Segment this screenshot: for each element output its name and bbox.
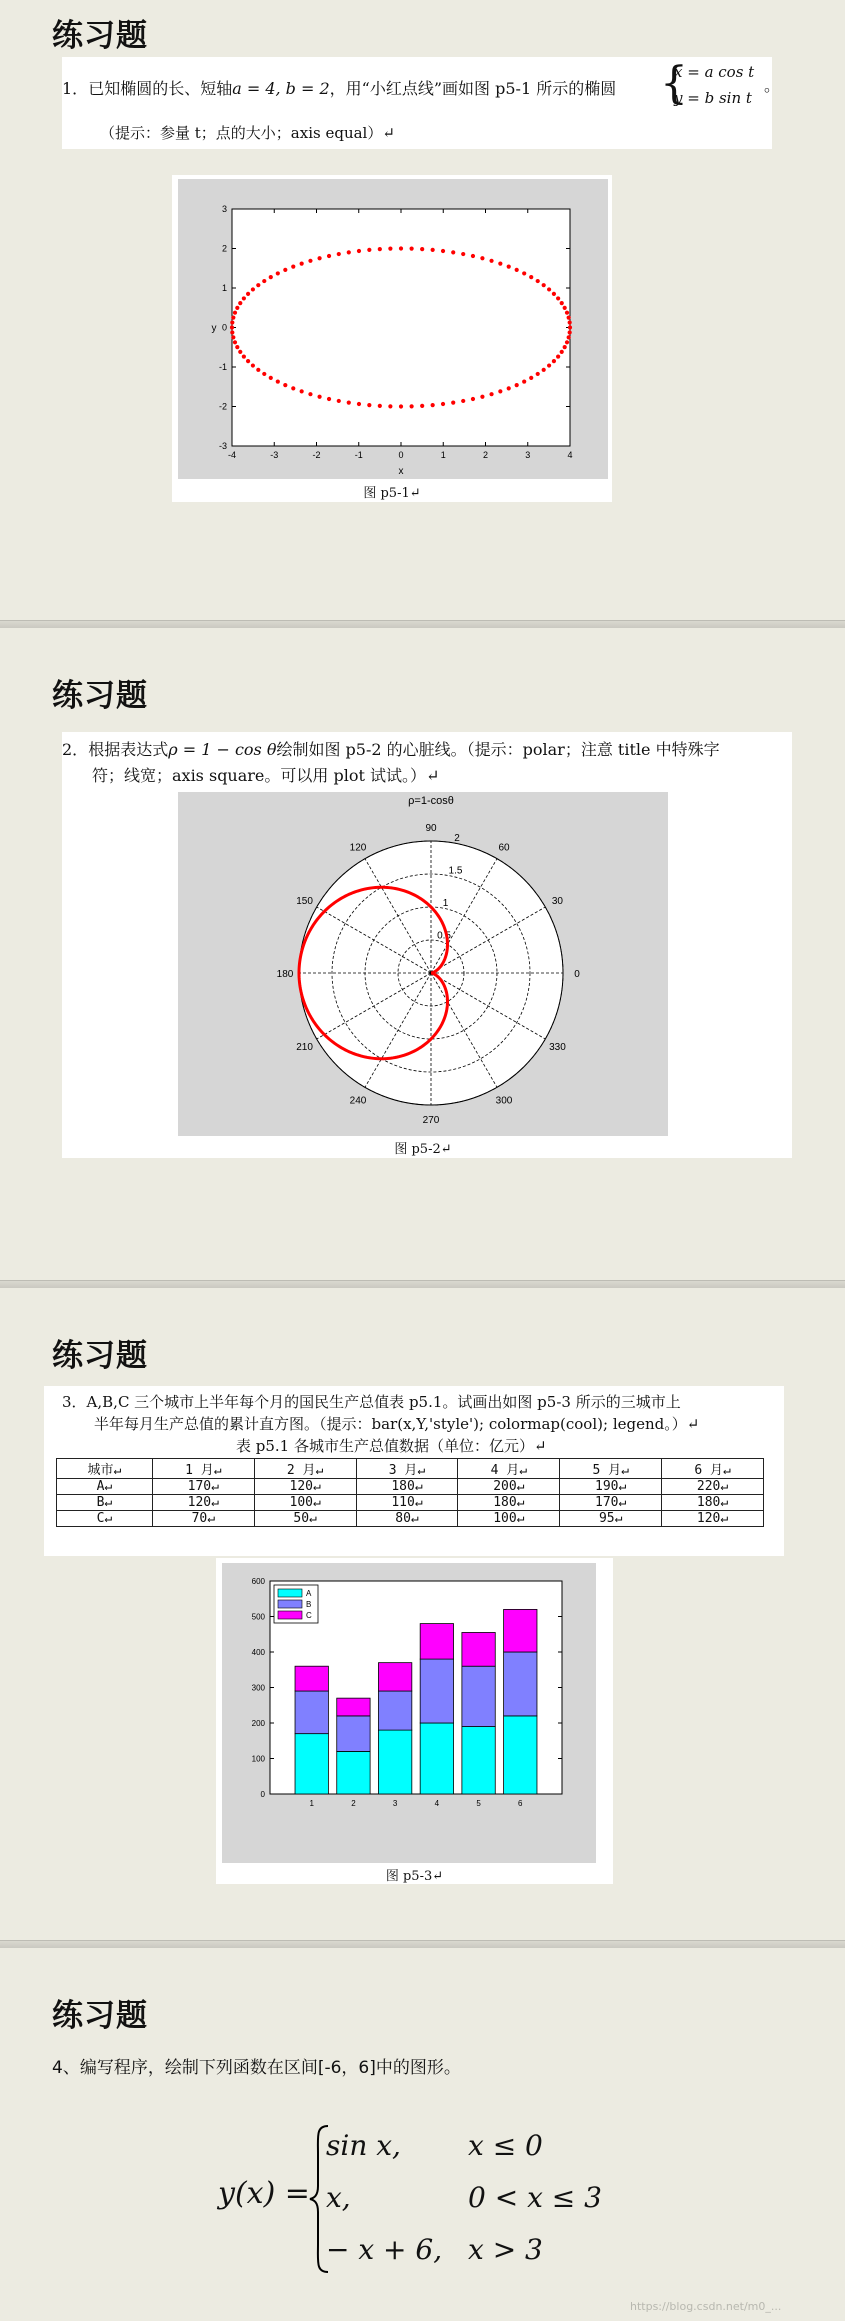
table-cell: C↵: [57, 1511, 153, 1527]
table-header-cell: 4 月↵: [458, 1459, 560, 1479]
bar-segment-B: [420, 1659, 453, 1723]
ellipse-point: [536, 372, 540, 376]
ellipse-point: [231, 315, 235, 319]
angle-label: 210: [296, 1042, 313, 1053]
ellipse-point: [567, 315, 571, 319]
ellipse-point: [420, 404, 424, 408]
brace-icon: {: [660, 58, 688, 109]
x-tick-label: 4: [434, 1799, 440, 1808]
ellipse-chart: [178, 179, 608, 479]
table-cell: 120↵: [254, 1479, 356, 1495]
ellipse-point: [262, 372, 266, 376]
ellipse-point: [507, 265, 511, 269]
math-inline: ρ = 1 − cos θ: [168, 740, 277, 759]
ellipse-point: [327, 254, 331, 258]
table-cell: 180↵: [356, 1479, 458, 1495]
ellipse-point: [542, 283, 546, 287]
problem-2-line1: [62, 738, 720, 762]
ellipse-point: [441, 249, 445, 253]
angle-label: 90: [425, 823, 437, 834]
ellipse-point: [231, 335, 235, 339]
table-cell: 190↵: [560, 1479, 662, 1495]
ellipse-point: [568, 330, 572, 334]
table-header-cell: 城市↵: [57, 1459, 153, 1479]
slide-2: [0, 628, 845, 1280]
ellipse-point: [560, 301, 564, 305]
table-cell: 80↵: [356, 1511, 458, 1527]
legend-label: B: [306, 1600, 312, 1609]
table-cell: 180↵: [458, 1495, 560, 1511]
slide-heading: 练习题: [52, 1338, 148, 1374]
ellipse-point: [568, 325, 572, 329]
figure-caption: 图 p5-2↵: [394, 1142, 452, 1157]
radial-label: 1: [442, 898, 449, 910]
ellipse-point: [461, 252, 465, 256]
ellipse-point: [269, 376, 273, 380]
ellipse-point: [498, 389, 502, 393]
table-cell: 100↵: [458, 1511, 560, 1527]
ellipse-point: [276, 379, 280, 383]
ellipse-point: [300, 261, 304, 265]
ellipse-point: [300, 389, 304, 393]
ellipse-point: [242, 296, 246, 300]
y-tick-label: 500: [251, 1612, 265, 1622]
ellipse-point: [337, 252, 341, 256]
y-axis-label: y: [211, 323, 217, 334]
bar-segment-C: [295, 1666, 328, 1691]
y-tick-label: 300: [251, 1683, 265, 1693]
ellipse-point: [233, 340, 237, 344]
legend-swatch: [278, 1611, 302, 1619]
ellipse-point: [235, 306, 239, 310]
table-cell: 50↵: [254, 1511, 356, 1527]
plot-area: [232, 209, 570, 446]
x-tick-label: 0: [398, 450, 404, 460]
ellipse-point: [388, 404, 392, 408]
ellipse-point: [378, 247, 382, 251]
ellipse-point: [547, 287, 551, 291]
angle-label: 270: [422, 1115, 440, 1126]
table-header-row: [57, 1459, 764, 1479]
slide-heading: 练习题: [52, 678, 148, 714]
ellipse-point: [441, 402, 445, 406]
ellipse-point: [563, 345, 567, 349]
ellipse-point: [327, 397, 331, 401]
y-tick-label: 1: [221, 283, 227, 293]
table-cell: 120↵: [662, 1511, 764, 1527]
ellipse-point: [262, 279, 266, 283]
ellipse-point: [568, 320, 572, 324]
problem-4-text: 4、编写程序，绘制下列函数在区间[-6，6]中的图形。: [52, 2058, 461, 2078]
ellipse-point: [536, 279, 540, 283]
ellipse-point: [522, 271, 526, 275]
ellipse-point: [471, 397, 475, 401]
y-tick-label: 2: [221, 243, 227, 254]
angle-label: 120: [349, 842, 367, 854]
ellipse-point: [431, 248, 435, 252]
table-title: 表 p5.1 各城市生产总值数据（单位：亿元）↵: [236, 1437, 547, 1455]
problem-number: 2．: [62, 740, 89, 759]
x-tick-label: -4: [227, 450, 237, 460]
problem-2-line2: 符；线宽；axis square。可以用 plot 试试。）↵: [92, 766, 440, 785]
ellipse-point: [410, 247, 414, 251]
table-cell: 100↵: [254, 1495, 356, 1511]
y-tick-label: 100: [251, 1754, 265, 1764]
ellipse-point: [242, 354, 246, 358]
bar-segment-C: [378, 1663, 411, 1691]
radial-label: 1.5: [448, 865, 463, 877]
ellipse-point: [347, 250, 351, 254]
bar-segment-B: [295, 1691, 328, 1734]
angle-label: 30: [551, 896, 564, 907]
legend-label: A: [306, 1589, 312, 1598]
ellipse-point: [451, 250, 455, 254]
ellipse-point: [246, 292, 250, 296]
ellipse-point: [308, 259, 312, 263]
case-condition: 0 < x ≤ 3: [468, 2181, 602, 2214]
case-expression: x,: [326, 2181, 351, 2214]
x-tick-label: 1: [440, 450, 446, 460]
ellipse-point: [308, 392, 312, 396]
bar-segment-B: [462, 1666, 495, 1726]
table-cell: 120↵: [152, 1495, 254, 1511]
case-expression: − x + 6,: [326, 2233, 443, 2266]
table-row: [57, 1511, 764, 1527]
x-tick-label: 5: [476, 1799, 481, 1808]
ellipse-point: [522, 379, 526, 383]
x-tick-label: 4: [567, 450, 573, 460]
ellipse-point: [498, 261, 502, 265]
ellipse-point: [489, 259, 493, 263]
table-cell: 200↵: [458, 1479, 560, 1495]
problem-1-line: [62, 77, 616, 101]
slide-3: [0, 1288, 845, 1940]
table-header-cell: 1 月↵: [152, 1459, 254, 1479]
ellipse-point: [471, 254, 475, 258]
x-tick-label: 1: [309, 1799, 314, 1808]
ellipse-point: [230, 325, 234, 329]
ellipse-point: [529, 275, 533, 279]
problem-hint: （提示：参量 t；点的大小；axis equal）↵: [100, 124, 395, 142]
ellipse-point: [515, 268, 519, 272]
ellipse-point: [565, 340, 569, 344]
problem-text: 根据表达式: [88, 740, 169, 759]
polar-chart: [178, 792, 668, 1136]
legend-swatch: [278, 1589, 302, 1597]
table-cell: B↵: [57, 1495, 153, 1511]
table-header-cell: 2 月↵: [254, 1459, 356, 1479]
table-cell: 170↵: [560, 1495, 662, 1511]
angle-label: 330: [549, 1042, 566, 1053]
ellipse-point: [515, 383, 519, 387]
y-tick-label: 0: [221, 322, 227, 333]
ellipse-point: [552, 359, 556, 363]
x-tick-label: -2: [312, 450, 321, 460]
problem-text: 已知椭圆的长、短轴: [88, 79, 233, 98]
ellipse-point: [230, 320, 234, 324]
table-cell: 180↵: [662, 1495, 764, 1511]
angle-label: 150: [296, 896, 313, 907]
bar-segment-C: [462, 1632, 495, 1666]
ellipse-point: [560, 350, 564, 354]
y-tick-label: -2: [218, 401, 227, 412]
ellipse-point: [317, 256, 321, 260]
problem-3-line2: 半年每月生产总值的累计直方图。（提示：bar(x,Y,'style'); colormap(cool); legend。）↵: [94, 1415, 700, 1433]
case-condition: x > 3: [468, 2233, 543, 2266]
legend-label: C: [306, 1611, 312, 1620]
radial-label: 0.5: [437, 930, 451, 942]
ellipse-point: [230, 330, 234, 334]
ellipse-point: [480, 256, 484, 260]
ellipse-point: [291, 386, 295, 390]
equation-x: x = a cos t: [674, 63, 755, 81]
x-tick-label: 3: [392, 1799, 398, 1808]
chart-legend: [274, 1585, 318, 1623]
y-tick-label: -3: [218, 441, 227, 451]
table-cell: 95↵: [560, 1511, 662, 1527]
ellipse-point: [256, 283, 260, 287]
angle-label: 0: [574, 969, 580, 980]
ellipse-point: [461, 399, 465, 403]
ellipse-point: [233, 311, 237, 315]
ellipse-point: [283, 383, 287, 387]
watermark: https://blog.csdn.net/m0_...: [630, 2300, 782, 2313]
x-tick-label: 2: [351, 1799, 356, 1808]
ellipse-point: [556, 296, 560, 300]
table-header-cell: 5 月↵: [560, 1459, 662, 1479]
case-expression: sin x,: [326, 2129, 401, 2162]
ellipse-point: [567, 335, 571, 339]
bar-segment-A: [504, 1716, 537, 1794]
y-tick-label: 3: [221, 204, 227, 214]
gdp-table: [56, 1458, 764, 1527]
ellipse-point: [251, 287, 255, 291]
bar-segment-C: [420, 1624, 453, 1660]
legend-swatch: [278, 1600, 302, 1608]
bar-segment-A: [462, 1727, 495, 1794]
problem-text: A,B,C 三个城市上半年每个月的国民生产总值表 p5.1。试画出如图 p5-3 所示的三城市上: [86, 1393, 681, 1411]
problem-number: 3．: [62, 1393, 87, 1411]
ellipse-point: [256, 368, 260, 372]
ellipse-point: [542, 368, 546, 372]
y-tick-label: 200: [251, 1719, 265, 1728]
y-tick-label: -1: [218, 362, 227, 372]
ellipse-point: [399, 246, 403, 250]
slide-4: [0, 1948, 845, 2321]
figure-caption: 图 p5-3↵: [385, 1869, 444, 1884]
x-tick-label: 2: [482, 450, 489, 460]
bar-segment-A: [420, 1723, 453, 1794]
table-header-cell: 3 月↵: [356, 1459, 458, 1479]
ellipse-point: [378, 404, 382, 408]
table-cell: 220↵: [662, 1479, 764, 1495]
ellipse-point: [317, 395, 321, 399]
y-tick-label: 400: [251, 1648, 265, 1657]
math-inline: a = 4, b = 2: [232, 79, 330, 98]
radial-label: 2: [454, 833, 460, 845]
table-header-cell: 6 月↵: [662, 1459, 764, 1479]
case-condition: x ≤ 0: [468, 2129, 543, 2162]
ellipse-point: [547, 363, 551, 367]
figure-caption: 图 p5-1↵: [363, 486, 421, 501]
chart-title: ρ=1-cosθ: [408, 795, 454, 807]
bar-segment-C: [337, 1698, 370, 1716]
problem-3-line1: [62, 1390, 681, 1414]
ellipse-point: [357, 402, 361, 406]
equation-y: y = b sin t: [674, 89, 752, 107]
ellipse-point: [238, 301, 242, 305]
ellipse-point: [451, 401, 455, 405]
angle-label: 240: [349, 1095, 367, 1107]
x-tick-label: -3: [270, 450, 279, 460]
ellipse-point: [291, 265, 295, 269]
ellipse-point: [337, 399, 341, 403]
ellipse-point: [431, 403, 435, 407]
bar-segment-A: [378, 1730, 411, 1794]
table-row: [57, 1495, 764, 1511]
x-tick-label: 6: [518, 1799, 523, 1808]
angle-label: 180: [276, 969, 294, 980]
ellipse-point: [556, 354, 560, 358]
bar-segment-A: [295, 1734, 328, 1794]
bar-segment-C: [504, 1609, 537, 1652]
table-cell: 170↵: [152, 1479, 254, 1495]
ellipse-point: [246, 359, 250, 363]
table-row: [57, 1479, 764, 1495]
x-tick-label: 3: [525, 450, 531, 460]
ellipse-point: [367, 403, 371, 407]
ellipse-point: [552, 292, 556, 296]
y-tick-label: 0: [260, 1790, 265, 1799]
ellipse-point: [507, 386, 511, 390]
table-cell: 110↵: [356, 1495, 458, 1511]
ellipse-point: [410, 404, 414, 408]
table-cell: 70↵: [152, 1511, 254, 1527]
x-axis-label: x: [398, 466, 404, 477]
ellipse-point: [347, 401, 351, 405]
ellipse-point: [563, 306, 567, 310]
problem-number: 1．: [62, 79, 89, 98]
bar-segment-A: [337, 1751, 370, 1794]
stacked-bar-chart: [222, 1563, 596, 1863]
ellipse-point: [565, 311, 569, 315]
angle-label: 60: [498, 842, 510, 854]
problem-text: 绘制如图 p5-2 的心脏线。（提示：polar；注意 title 中特殊字: [276, 740, 720, 759]
ellipse-point: [251, 363, 255, 367]
ellipse-point: [420, 247, 424, 251]
ellipse-point: [529, 376, 533, 380]
ellipse-point: [235, 345, 239, 349]
bar-segment-B: [378, 1691, 411, 1730]
ellipse-point: [283, 268, 287, 272]
bar-segment-B: [337, 1716, 370, 1752]
ellipse-point: [276, 271, 280, 275]
ellipse-point: [480, 395, 484, 399]
angle-label: 300: [495, 1095, 513, 1107]
function-lhs: y(x) =: [218, 2176, 310, 2211]
x-tick-label: -1: [354, 450, 363, 460]
problem-text: ，用“小红点线”画如图 p5-1 所示的椭圆: [329, 79, 617, 98]
ellipse-point: [357, 249, 361, 253]
slide-heading: 练习题: [52, 1998, 148, 2034]
ellipse-point: [367, 248, 371, 252]
table-cell: A↵: [57, 1479, 153, 1495]
ellipse-point: [489, 392, 493, 396]
ellipse-point: [269, 275, 273, 279]
bar-segment-B: [504, 1652, 537, 1716]
ellipse-point: [238, 350, 242, 354]
ellipse-point: [399, 404, 403, 408]
y-tick-label: 600: [251, 1577, 265, 1586]
ellipse-point: [388, 247, 392, 251]
period: 。: [764, 76, 781, 95]
slide-1: [0, 0, 845, 620]
slide-heading: 练习题: [52, 18, 148, 54]
